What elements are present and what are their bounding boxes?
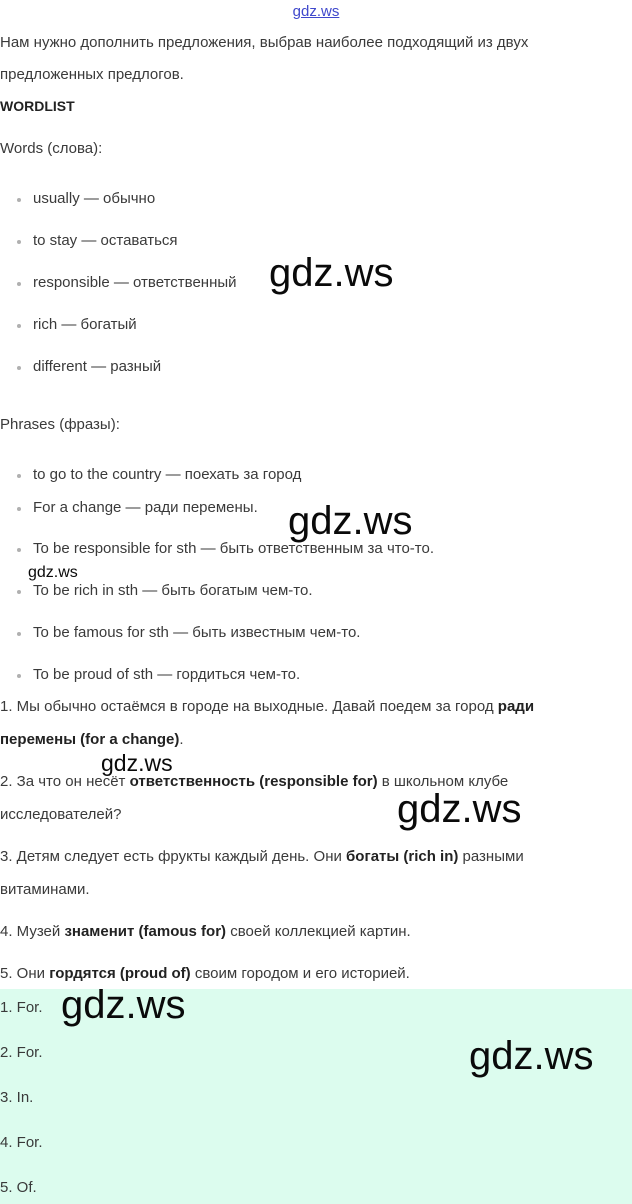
watermark: gdz.ws — [269, 251, 394, 295]
list-item: To be famous for sth — быть известным чем-то. — [33, 624, 361, 641]
sentence-4 — [0, 923, 411, 940]
answer-1: 1. For. — [0, 999, 43, 1016]
watermark: gdz.ws — [101, 750, 173, 776]
sentence-3-line-1 — [0, 848, 524, 865]
answer-3: 3. In. — [0, 1089, 34, 1106]
list-item: To be responsible for sth — быть ответственным за что-то. — [33, 540, 435, 557]
sentence-text: своей коллекцией картин. — [226, 923, 411, 940]
bullet-icon — [17, 198, 21, 202]
sentence-1-line-1 — [0, 698, 534, 715]
list-item: usually — обычно — [33, 190, 156, 207]
sentence-answer: перемены (for a change) — [0, 731, 180, 748]
intro-line-1: Нам нужно дополнить предложения, выбрав наиболее подходящий из двух — [0, 34, 529, 51]
intro-line-2: предложенных предлогов. — [0, 66, 184, 83]
bullet-icon — [17, 282, 21, 286]
sentence-text: 1. Мы обычно остаёмся в городе на выходные. Давай поедем за город — [0, 698, 498, 715]
bullet-icon — [17, 548, 21, 552]
list-item: To be rich in sth — быть богатым чем-то. — [33, 582, 313, 599]
answer-2: 2. For. — [0, 1044, 43, 1061]
list-item: different — разный — [33, 358, 162, 375]
list-item: to stay — оставаться — [33, 232, 178, 249]
bullet-icon — [17, 674, 21, 678]
sentence-text: 5. Они — [0, 965, 50, 982]
sentence-5 — [0, 965, 410, 982]
sentence-answer: богаты (rich in) — [346, 848, 459, 865]
sentence-1-line-2 — [0, 731, 184, 748]
sentence-text: 4. Музей — [0, 923, 65, 940]
sentence-text: разными — [458, 848, 524, 865]
answer-4: 4. For. — [0, 1134, 43, 1151]
list-item: to go to the country — поехать за город — [33, 466, 302, 483]
sentence-text: 3. Детям следует есть фрукты каждый день. Они — [0, 848, 347, 865]
sentence-3-line-2: витаминами. — [0, 881, 90, 898]
bullet-icon — [17, 366, 21, 370]
bullet-icon — [17, 590, 21, 594]
list-item: rich — богатый — [33, 316, 137, 333]
sentence-answer: гордятся (proud of) — [49, 965, 191, 982]
sentence-text: 2. За что он несёт — [0, 773, 130, 790]
phrases-heading: Phrases (фразы): — [0, 416, 120, 433]
sentence-text: . — [179, 731, 184, 748]
watermark: gdz.ws — [61, 983, 186, 1027]
list-item: responsible — ответственный — [33, 274, 237, 291]
bullet-icon — [17, 240, 21, 244]
watermark: gdz.ws — [288, 499, 413, 543]
bullet-icon — [17, 474, 21, 478]
watermark: gdz.ws — [28, 564, 78, 581]
wordlist-heading: WORDLIST — [0, 98, 75, 114]
bullet-icon — [17, 632, 21, 636]
answer-5: 5. Of. — [0, 1179, 37, 1196]
sentence-text: в школьном клубе — [377, 773, 509, 790]
sentence-2-line-2: исследователей? — [0, 806, 122, 823]
sentence-answer: ради — [497, 698, 535, 715]
list-item: For a change — ради перемены. — [33, 499, 258, 516]
list-item: To be proud of sth — гордиться чем-то. — [33, 666, 301, 683]
words-heading: Words (слова): — [0, 140, 103, 157]
watermark: gdz.ws — [469, 1034, 594, 1078]
sentence-answer: ответственность (responsible for) — [129, 773, 378, 790]
bullet-icon — [17, 507, 21, 511]
watermark: gdz.ws — [397, 787, 522, 831]
sentence-text: своим городом и его историей. — [190, 965, 410, 982]
watermark-top[interactable]: gdz.ws — [292, 3, 340, 20]
sentence-answer: знаменит (famous for) — [64, 923, 227, 940]
bullet-icon — [17, 324, 21, 328]
